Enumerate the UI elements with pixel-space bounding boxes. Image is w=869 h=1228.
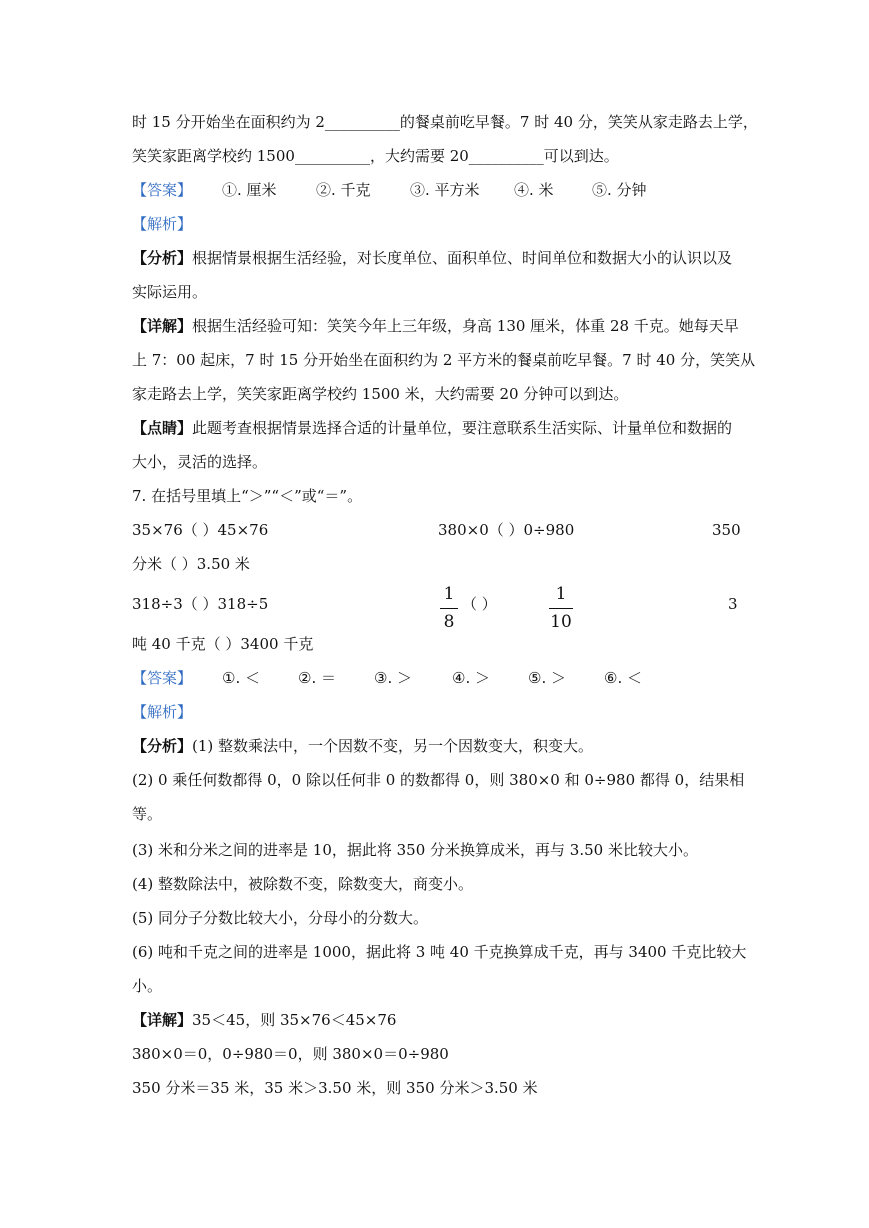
q7-item-1: 35×76（ ）45×76 xyxy=(132,521,269,539)
q7-xiangjie-line-1 xyxy=(132,1010,396,1030)
q7-fenxi-line-2: (2) 0 乘任何数都得 0，0 除以任何非 0 的数都得 0，则 380×0 和 0÷980 都得 0，结果相 xyxy=(132,771,745,789)
q6-xiangjie-line-2: 上 7：00 起床，7 时 15 分开始坐在面积约为 2 平方米的餐桌前吃早餐。7 时 40 分，笑笑从 xyxy=(132,351,756,369)
q6-fenxi-label: 【分析】 xyxy=(132,249,193,267)
q7-item-3-start: 350 xyxy=(712,521,741,539)
q6-dianjing-text-1: 此题考查根据情景选择合适的计量单位，要注意联系生活实际、计量单位和数据的 xyxy=(192,419,733,437)
q7-fenxi-line-3: 等。 xyxy=(132,805,163,823)
q6-answer-3: ③. 平方米 xyxy=(410,181,480,199)
q7-answer-5: ⑤. ＞ xyxy=(528,669,566,687)
q7-item-6-start: 3 xyxy=(728,595,738,613)
q7-answer-4: ④. ＞ xyxy=(452,669,490,687)
q7-fenxi-line-7: (6) 吨和千克之间的进率是 1000，据此将 3 吨 40 千克换算成千克，再与 3400 千克比较大 xyxy=(132,943,747,961)
q7-answer-2: ②. ＝ xyxy=(298,669,336,687)
q6-dianjing-line-1 xyxy=(132,418,732,438)
q7-answer-label: 【答案】 xyxy=(132,669,193,687)
q6-fenxi-line-2: 实际运用。 xyxy=(132,283,208,301)
q7-fenxi-text-1: (1) 整数乘法中，一个因数不变，另一个因数变大，积变大。 xyxy=(192,737,594,755)
q6-answer-1: ①. 厘米 xyxy=(222,181,277,199)
q6-stem-line-1: 时 15 分开始坐在面积约为 2__________的餐桌前吃早餐。7 时 40 分，笑笑从家走路去上学， xyxy=(132,113,758,131)
q7-answer-3: ③. ＞ xyxy=(374,669,412,687)
q7-xiangjie-label: 【详解】 xyxy=(132,1011,193,1029)
q6-answer-5: ⑤. 分钟 xyxy=(592,181,647,199)
q7-xiangjie-line-2: 380×0＝0，0÷980＝0，则 380×0＝0÷980 xyxy=(132,1045,449,1063)
q7-fenxi-line-4: (3) 米和分米之间的进率是 10，据此将 350 分米换算成米，再与 3.50 米比较大小。 xyxy=(132,841,698,859)
q6-analysis-label: 【解析】 xyxy=(132,215,193,233)
fraction-numerator: 1 xyxy=(555,584,567,604)
q7-xiangjie-text-1: 35＜45，则 35×76＜45×76 xyxy=(192,1011,397,1029)
q7-item-4: 318÷3（ ）318÷5 xyxy=(132,595,269,613)
q7-answer-1: ①. ＜ xyxy=(222,669,260,687)
q7-fenxi-label: 【分析】 xyxy=(132,737,193,755)
q7-item-2: 380×0（ ）0÷980 xyxy=(438,521,575,539)
q6-stem-line-2: 笑笑家距离学校约 1500__________，大约需要 20__________可以到达。 xyxy=(132,147,619,165)
q6-answer-2: ②. 千克 xyxy=(316,181,371,199)
fraction-numerator: 1 xyxy=(443,584,455,604)
fraction-one-tenth xyxy=(549,584,573,632)
q6-xiangjie-line-3: 家走路去上学，笑笑家距离学校约 1500 米，大约需要 20 分钟可以到达。 xyxy=(132,385,629,403)
q7-fenxi-line-5: (4) 整数除法中，被除数不变，除数变大，商变小。 xyxy=(132,875,474,893)
q6-answer-label: 【答案】 xyxy=(132,181,193,199)
fraction-bar xyxy=(440,608,458,609)
fraction-one-eighth xyxy=(440,584,458,632)
fraction-denominator: 8 xyxy=(443,612,455,632)
q6-fenxi-text-1: 根据情景根据生活经验，对长度单位、面积单位、时间单位和数据大小的认识以及 xyxy=(192,249,733,267)
q7-fenxi-line-8: 小。 xyxy=(132,977,163,995)
q6-fenxi-line-1 xyxy=(132,248,732,268)
q7-title: 7. 在括号里填上“＞”“＜”或“＝”。 xyxy=(132,487,363,505)
q6-xiangjie-label: 【详解】 xyxy=(132,317,193,335)
q6-dianjing-line-2: 大小，灵活的选择。 xyxy=(132,453,268,471)
q6-xiangjie-line-1 xyxy=(132,316,739,336)
q7-fenxi-line-1 xyxy=(132,736,593,756)
q7-analysis-label: 【解析】 xyxy=(132,703,193,721)
fraction-bar xyxy=(549,608,573,609)
q7-item-3-end: 分米（ ）3.50 米 xyxy=(132,555,250,573)
q7-item-5-paren: （ ） xyxy=(462,595,497,613)
q7-item-6-end: 吨 40 千克（ ）3400 千克 xyxy=(132,635,314,653)
q7-answer-6: ⑥. ＜ xyxy=(604,669,642,687)
q7-fenxi-line-6: (5) 同分子分数比较大小，分母小的分数大。 xyxy=(132,909,429,927)
fraction-denominator: 10 xyxy=(550,612,572,632)
q6-xiangjie-text-1: 根据生活经验可知：笑笑今年上三年级，身高 130 厘米，体重 28 千克。她每天早 xyxy=(192,317,739,335)
q7-xiangjie-line-3: 350 分米＝35 米，35 米＞3.50 米，则 350 分米＞3.50 米 xyxy=(132,1079,538,1097)
q6-answer-4: ④. 米 xyxy=(514,181,554,199)
q6-dianjing-label: 【点睛】 xyxy=(132,419,193,437)
